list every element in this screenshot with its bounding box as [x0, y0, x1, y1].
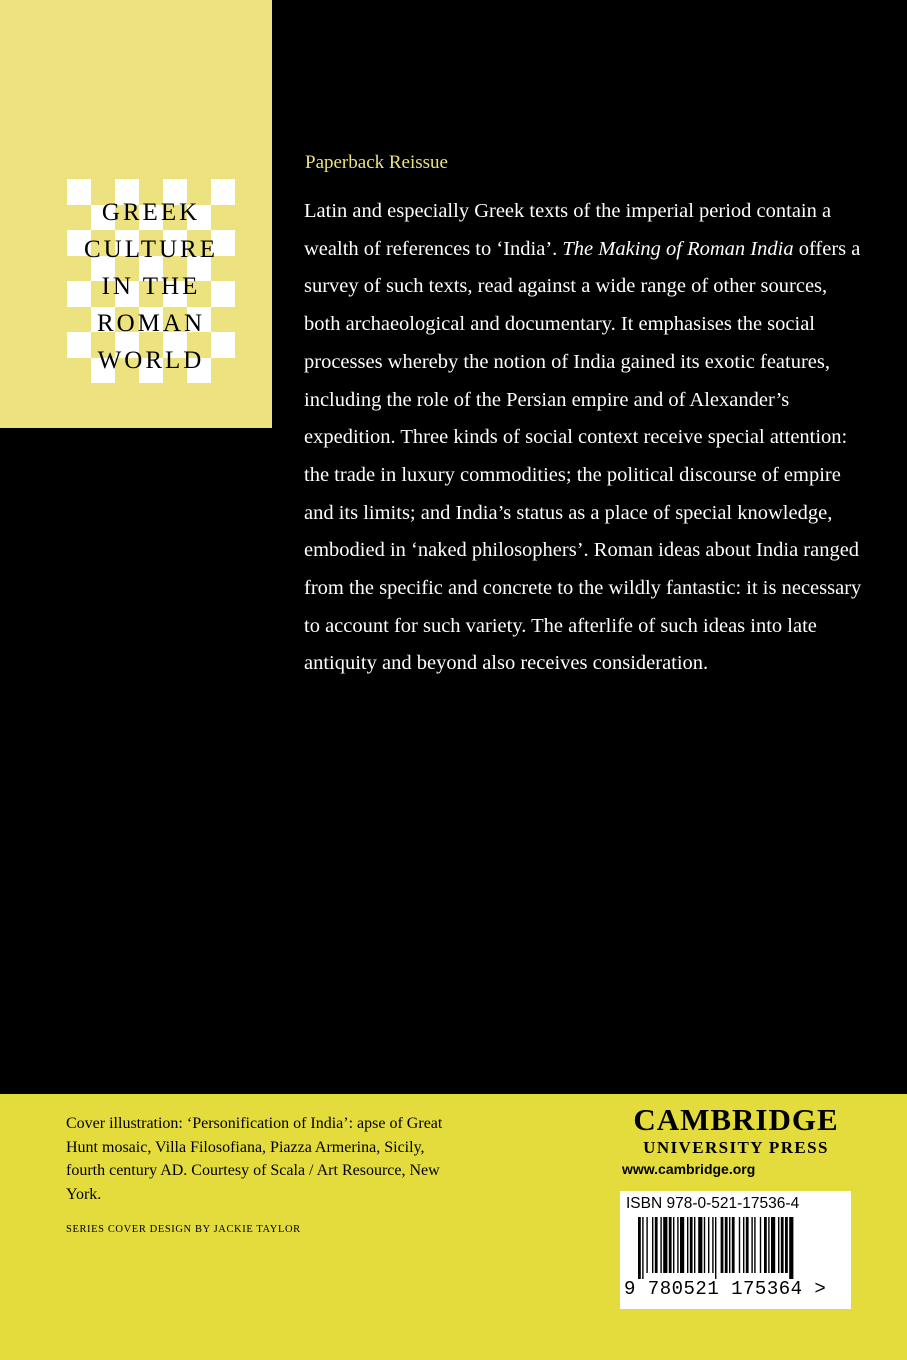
barcode-bar [771, 1217, 775, 1273]
barcode-bar [729, 1217, 730, 1273]
barcode-bar [725, 1217, 728, 1273]
publisher-subtitle: UNIVERSITY PRESS [643, 1138, 829, 1157]
series-panel [0, 0, 272, 428]
barcode-bar [712, 1217, 713, 1273]
barcode-bar [785, 1217, 788, 1273]
barcode-bar [708, 1217, 709, 1273]
series-designer: SERIES COVER DESIGN BY JACKIE TAYLOR [66, 1224, 301, 1235]
cover-credit: Cover illustration: ‘Personification of India’: apse of Great Hunt mosaic, Villa Filosofiana, Piazza Armerina, Sicily, fourth century AD. Courtesy of Scala / Art Resource, New York. [66, 1115, 443, 1203]
barcode-bar [646, 1217, 647, 1273]
barcode-bar [690, 1217, 693, 1273]
barcode-bar [655, 1217, 658, 1273]
barcode-bar [687, 1217, 688, 1273]
series-line: CULTURE [84, 236, 218, 263]
series-line: WORLD [97, 347, 205, 374]
publisher-name: CAMBRIDGE [633, 1102, 839, 1137]
blurb-text: Latin and especially Greek texts of the imperial period contain a wealth of references to ‘India’. [304, 200, 832, 260]
barcode-bar [638, 1217, 641, 1279]
barcode-bar [698, 1217, 702, 1273]
barcode-bar [743, 1217, 744, 1273]
barcode-bar [751, 1217, 752, 1273]
barcode-bar [663, 1217, 667, 1273]
series-line: IN THE [101, 273, 201, 300]
barcode-bar [732, 1217, 735, 1273]
series-line: ROMAN [96, 310, 206, 337]
publisher-logo [620, 1102, 852, 1177]
book-title: The Making of Roman India [562, 237, 794, 260]
barcode-bar [642, 1217, 643, 1279]
barcode-bar [673, 1217, 674, 1273]
barcode-bar [768, 1217, 769, 1273]
barcode-bar [677, 1217, 678, 1273]
barcode-bar [652, 1217, 653, 1273]
barcode-bar [739, 1217, 740, 1273]
barcode-bars [638, 1217, 844, 1279]
barcode-bar [704, 1217, 705, 1273]
barcode-bar [764, 1217, 767, 1273]
barcode-bar [746, 1217, 749, 1273]
barcode-bar [778, 1217, 779, 1273]
barcode-bar [754, 1217, 755, 1273]
edition-label: Paperback Reissue [305, 152, 448, 173]
book-blurb [304, 193, 864, 683]
barcode-bar [789, 1217, 793, 1279]
isbn-barcode [620, 1191, 851, 1309]
barcode-bar [781, 1217, 784, 1273]
publisher-url: www.cambridge.org [622, 1161, 756, 1177]
barcode-digits: 9 780521 175364 > [624, 1278, 827, 1300]
barcode-bar [715, 1217, 716, 1279]
barcode-bar [721, 1217, 724, 1273]
barcode-bar [760, 1217, 761, 1273]
series-title [67, 194, 235, 379]
blurb-text: offers a survey of such texts, read against a wide range of other sources, both archaeological and documentary. It emphasises the social processes whereby the notion of India gained its exotic features, including the role of the Persian empire and of Alexander’s expedition. Three kinds of social context receive special attention: the trade in luxury commodities; the political discourse of empire and its limits; and India’s status as a place of special knowledge, embodied in ‘naked philosophers’. Roman ideas about India ranged from the specific and concrete to the wildly fantastic: it is necessary to account for such variety. The afterlife of such ideas into late antiquity and beyond also receives consideration. [304, 237, 862, 675]
barcode-bar [669, 1217, 672, 1273]
barcode-bar [660, 1217, 661, 1273]
barcode-bar [694, 1217, 695, 1273]
isbn-label: ISBN 978-0-521-17536-4 [626, 1195, 800, 1212]
barcode-bar [680, 1217, 684, 1273]
series-line: GREEK [101, 199, 201, 226]
